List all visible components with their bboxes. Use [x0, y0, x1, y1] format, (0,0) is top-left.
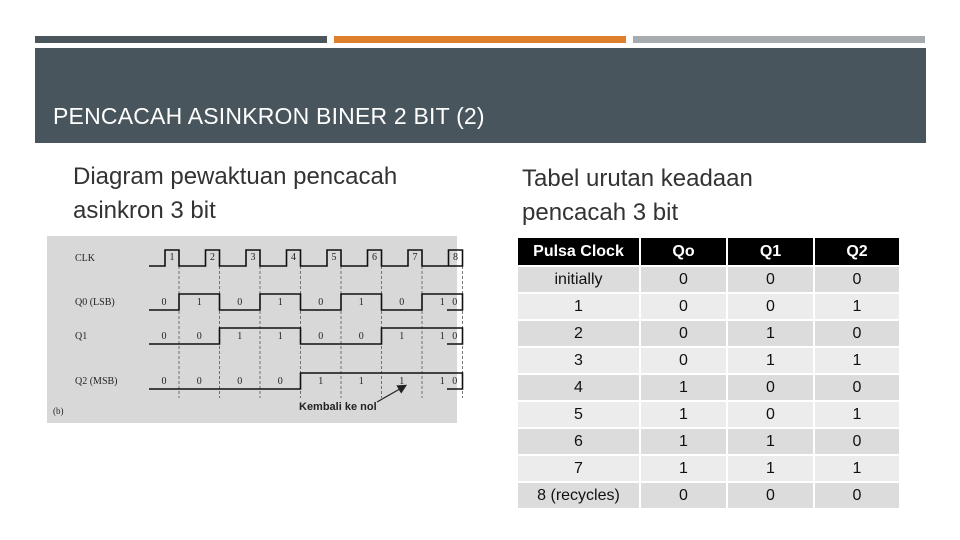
signal-value: 1 [439, 376, 445, 387]
table-cell: 1 [640, 428, 727, 455]
signal-value: 0 [161, 331, 167, 342]
signal-value: 1 [399, 331, 405, 342]
table-cell: initially [517, 266, 640, 293]
signal-value: 1 [277, 297, 283, 308]
header-cell: Qo [640, 237, 727, 266]
table-cell: 3 [517, 347, 640, 374]
signal-value: 1 [399, 376, 405, 387]
signal-value: 0 [452, 331, 458, 342]
table-row [517, 401, 900, 428]
table-cell: 0 [814, 320, 900, 347]
timing-diagram-svg [47, 236, 457, 423]
table-cell: 0 [640, 293, 727, 320]
clock-number: 4 [291, 252, 296, 263]
signal-value: 0 [277, 376, 283, 387]
table-cell: 0 [640, 347, 727, 374]
table-row [517, 428, 900, 455]
table-cell: 0 [727, 374, 814, 401]
table-cell: 1 [727, 347, 814, 374]
table-cell: 8 (recycles) [517, 482, 640, 509]
clock-number: 1 [169, 252, 175, 263]
clock-number: 6 [372, 252, 377, 263]
table-cell: 1 [517, 293, 640, 320]
clock-number: 7 [412, 252, 418, 263]
table-row [517, 374, 900, 401]
panel-label: (b) [53, 406, 64, 416]
table-cell: 1 [814, 347, 900, 374]
signal-value: 0 [196, 376, 202, 387]
signal-value: 1 [318, 376, 324, 387]
table-row [517, 266, 900, 293]
slide-title: PENCACAH ASINKRON BINER 2 BIT (2) [53, 103, 485, 129]
table-cell: 4 [517, 374, 640, 401]
signal-value: 0 [358, 331, 364, 342]
table-cell: 0 [727, 266, 814, 293]
table-cell: 0 [814, 428, 900, 455]
signal-value: 1 [196, 297, 202, 308]
header-cell: Q1 [727, 237, 814, 266]
table-cell: 0 [814, 266, 900, 293]
signal-value: 0 [161, 376, 167, 387]
state-table [516, 236, 901, 510]
title-band [35, 48, 926, 143]
signal-label: Q0 (LSB) [75, 297, 115, 308]
signal-value: 0 [399, 297, 405, 308]
accent-bar-dark [35, 36, 327, 43]
signal-value: 0 [161, 297, 167, 308]
header-cell: Pulsa Clock [517, 237, 640, 266]
signal-value: 0 [237, 297, 243, 308]
clock-number: 3 [250, 252, 256, 263]
signal-value: 0 [318, 331, 324, 342]
signal-value: 0 [452, 376, 458, 387]
signal-label: Q2 (MSB) [75, 376, 118, 387]
clock-number: 2 [210, 252, 215, 263]
signal-value: 1 [358, 297, 364, 308]
table-cell: 0 [727, 401, 814, 428]
table-cell: 1 [814, 293, 900, 320]
table-row [517, 320, 900, 347]
accent-bar-orange [334, 36, 626, 43]
signal-value: 1 [358, 376, 364, 387]
signal-value: 0 [318, 297, 324, 308]
signal-value: 1 [439, 331, 445, 342]
signal-value: 0 [237, 376, 243, 387]
table-row [517, 293, 900, 320]
table-row [517, 482, 900, 509]
signal-label: Q1 [75, 331, 88, 342]
table-cell: 1 [640, 374, 727, 401]
table-cell: 0 [814, 374, 900, 401]
table-row [517, 455, 900, 482]
table-cell: 1 [640, 455, 727, 482]
table-cell: 1 [814, 455, 900, 482]
table-cell: 1 [727, 455, 814, 482]
signal-value: 0 [452, 297, 458, 308]
clock-number: 5 [331, 252, 337, 263]
timing-diagram [47, 236, 457, 423]
reset-annotation: Kembali ke nol [299, 401, 377, 413]
state-table-heading: Tabel urutan keadaan pencacah 3 bit [522, 165, 753, 226]
table-cell: 1 [727, 320, 814, 347]
table-cell: 0 [727, 482, 814, 509]
clock-number: 8 [453, 252, 458, 263]
table-cell: 5 [517, 401, 640, 428]
table-cell: 1 [727, 428, 814, 455]
signal-value: 1 [277, 331, 283, 342]
table-cell: 0 [814, 482, 900, 509]
table-cell: 6 [517, 428, 640, 455]
state-table-header [517, 237, 900, 266]
header-cell: Q2 [814, 237, 900, 266]
table-cell: 1 [814, 401, 900, 428]
signal-label: CLK [75, 253, 95, 264]
timing-diagram-heading: Diagram pewaktuan pencacah asinkron 3 bit [73, 163, 398, 224]
signal-value: 0 [196, 331, 202, 342]
table-cell: 2 [517, 320, 640, 347]
table-cell: 0 [727, 293, 814, 320]
table-cell: 1 [640, 401, 727, 428]
table-row [517, 347, 900, 374]
table-cell: 0 [640, 482, 727, 509]
signal-value: 1 [439, 297, 445, 308]
signal-value: 1 [237, 331, 243, 342]
table-cell: 0 [640, 266, 727, 293]
table-cell: 7 [517, 455, 640, 482]
table-cell: 0 [640, 320, 727, 347]
accent-bar-gray [633, 36, 925, 43]
